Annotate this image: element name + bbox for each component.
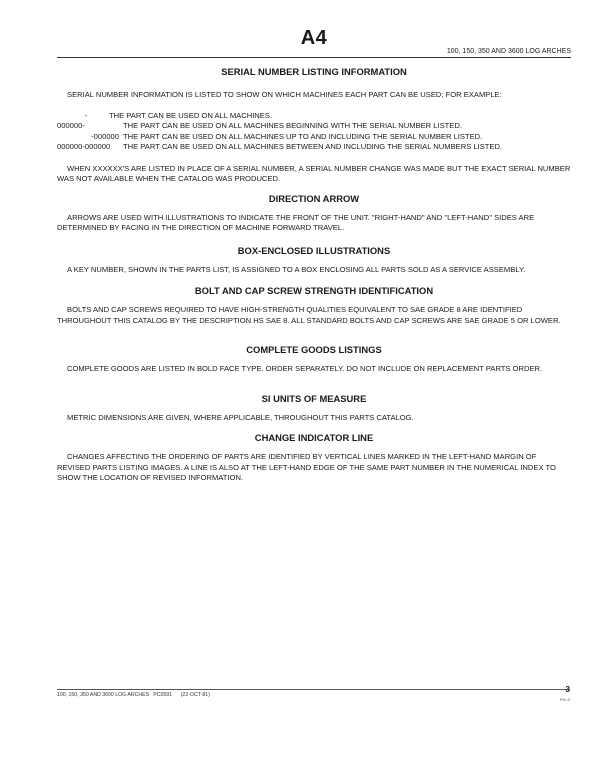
bolt-body: BOLTS AND CAP SCREWS REQUIRED TO HAVE HIGH-STRENGTH QUALITIES EQUIVALENT TO SAE GRADE 8 ARE IDENTIFIED THROUGHOUT THIS CATALOG BY THE DESCRIPTION HS SAE 8. ALL STANDARD BOLTS AND CAP SCREWS ARE SAE GRADE 5 OR LOWER. [57,305,561,325]
change-body: CHANGES AFFECTING THE ORDERING OF PARTS ARE IDENTIFIED BY VERTICAL LINES MARKED IN THE LEFT-HAND MARGIN OF REVISED PARTS LISTING IMAGES. A LINE IS ALSO AT THE LEFT-HAND EDGE OF THE SAME PART NUMBER IN THE NUMERICAL INDEX TO SHOW THE LOCATION OF REVISED INFORMATION. [57,452,556,482]
serial-examples [57,111,571,153]
page-number: 3 [565,685,570,694]
section-title-serial: SERIAL NUMBER LISTING INFORMATION [221,66,407,77]
direction-body: ARROWS ARE USED WITH ILLUSTRATIONS TO INDICATE THE FRONT OF THE UNIT. "RIGHT-HAND" AND "LEFT-HAND" SIDES ARE DETERMINED BY FACING IN THE DIRECTION OF MACHINE FORWARD TRAVEL. [57,212,535,232]
serial-code: 000000- [57,121,85,130]
serial-code: 000000-000000 [57,142,111,151]
section-title-complete: COMPLETE GOODS LISTINGS [246,344,382,355]
header-divider [57,57,571,58]
footer-divider [57,689,570,690]
page-number-code: PN=3 [559,697,570,702]
footer-catalog-info: 100, 150, 350 AND 3600 LOG ARCHES PC0591 (22-OCT-81) [57,692,210,698]
section-title-change: CHANGE INDICATOR LINE [254,432,374,443]
section-title-bolt: BOLT AND CAP SCREW STRENGTH IDENTIFICATION [194,285,434,296]
serial-note: WHEN XXXXXX'S ARE LISTED IN PLACE OF A SERIAL NUMBER, A SERIAL NUMBER CHANGE WAS MADE BUT THE EXACT SERIAL NUMBER WAS NOT AVAILABLE WHEN THE CATALOG WAS PRODUCED. [57,163,571,183]
serial-example-row [57,111,571,122]
serial-desc: THE PART CAN BE USED ON ALL MACHINES BEGINNING WITH THE SERIAL NUMBER LISTED. [123,121,462,130]
si-body: METRIC DIMENSIONS ARE GIVEN, WHERE APPLICABLE, THROUGHOUT THIS PARTS CATALOG. [67,412,414,422]
serial-code: -000000 [91,131,119,141]
serial-example-row [57,121,571,132]
serial-code: - [84,110,87,120]
serial-desc: THE PART CAN BE USED ON ALL MACHINES UP TO AND INCLUDING THE SERIAL NUMBER LISTED. [123,131,483,141]
serial-example-row [57,132,571,143]
section-title-direction: DIRECTION ARROW [268,192,360,204]
complete-body: COMPLETE GOODS ARE LISTED IN BOLD FACE TYPE. ORDER SEPARATELY. DO NOT INCLUDE ON REPLACEMENT PARTS ORDER. [67,364,543,373]
serial-desc: THE PART CAN BE USED ON ALL MACHINES. [109,110,273,120]
serial-desc: THE PART CAN BE USED ON ALL MACHINES BETWEEN AND INCLUDING THE SERIAL NUMBERS LISTED. [123,142,503,151]
serial-intro: SERIAL NUMBER INFORMATION IS LISTED TO SHOW ON WHICH MACHINES EACH PART CAN BE USED; FOR EXAMPLE: [67,90,502,99]
serial-example-row [57,142,571,153]
section-title-box: BOX-ENCLOSED ILLUSTRATIONS [237,244,391,256]
box-body: A KEY NUMBER, SHOWN IN THE PARTS LIST, IS ASSIGNED TO A BOX ENCLOSING ALL PARTS SOLD AS A SERVICE ASSEMBLY. [67,264,526,274]
header-subtitle: 100, 150, 350 AND 3600 LOG ARCHES [446,48,571,55]
section-title-si: SI UNITS OF MEASURE [261,392,367,404]
page-code: A4 [300,27,328,49]
page-content [57,64,571,484]
